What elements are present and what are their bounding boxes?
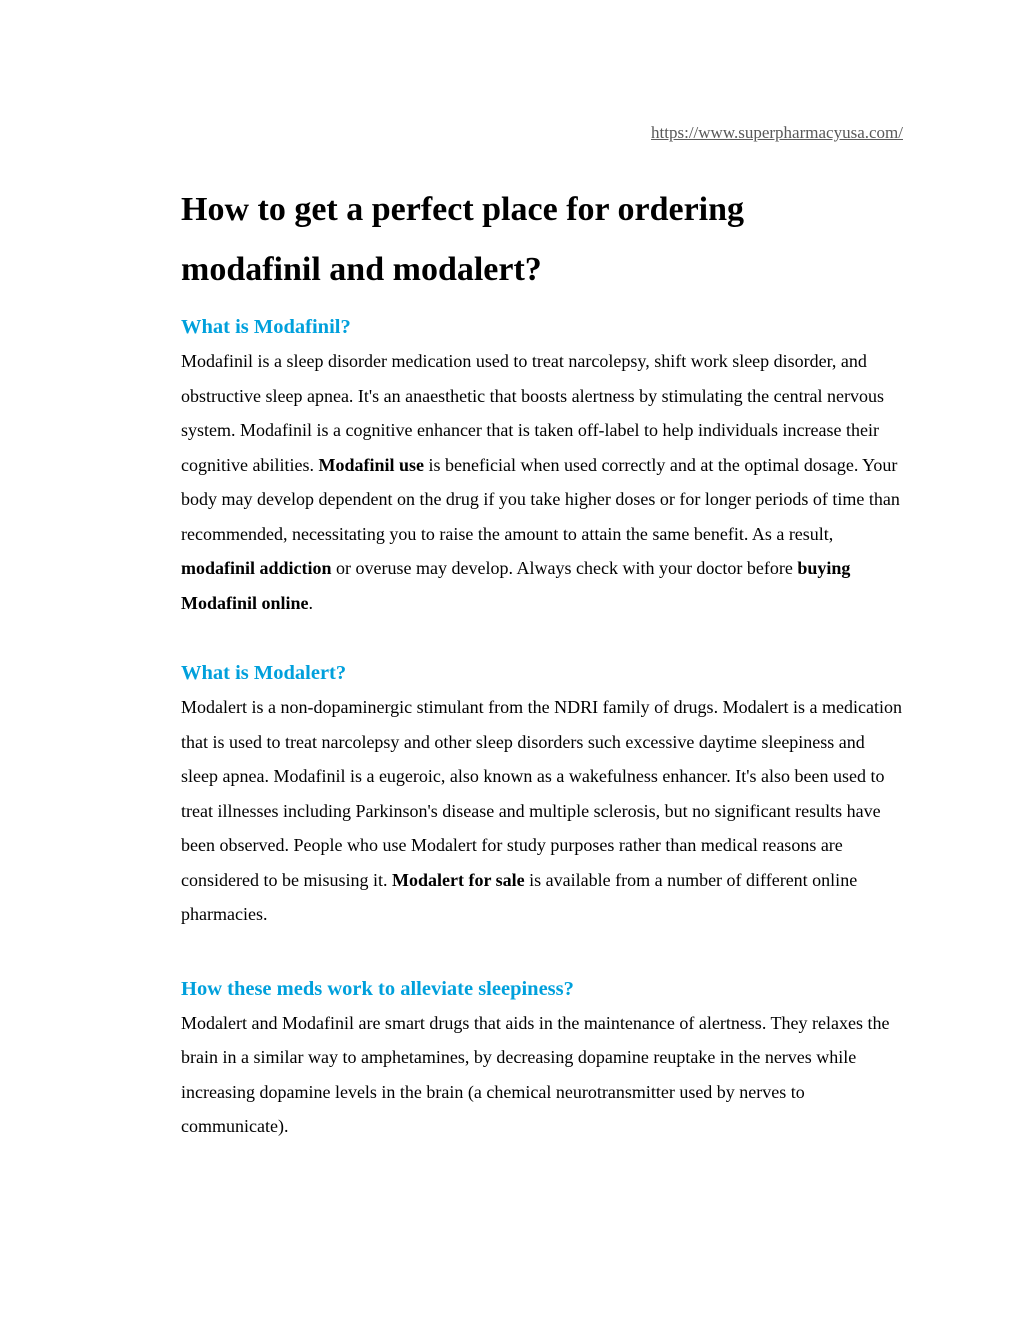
text-segment: Modalert and Modafinil are smart drugs that aids in the maintenance of alertness. They relaxes the brain in a similar way to amphetamines, by decreasing dopamine reuptake in the nerves while increasing dopamine levels in the brain (a chemical neurotransmitter used by nerves to communicate). [181,1012,890,1136]
keyword-modafinil-addiction: modafinil addiction [181,558,332,578]
article-content [181,180,906,1144]
section-heading-modafinil: What is Modafinil? [181,316,351,338]
section-heading-modalert: What is Modalert? [181,662,347,684]
text-segment: is available from a number of different online pharmacies. [181,869,858,924]
paragraph-how-meds-work [181,1006,906,1144]
section-how-meds-work [181,974,906,1144]
page-title-line-1: How to get a perfect place for ordering [181,191,745,228]
paragraph-modafinil [181,344,906,620]
text-segment: Modalert is a non-dopaminergic stimulant from the NDRI family of drugs. Modalert is a medication that is used to treat narcolepsy and other sleep disorders such excessive daytime sleepiness and sleep apnea. Modafinil is a eugeroic, also known as a wakefulness enhancer. It's also been used to treat illnesses including Parkinson's disease and multiple sclerosis, but no significant results have been observed. People who use Modalert for study purposes rather than medical reasons are considered to be misusing it. [181,697,903,890]
text-segment: or overuse may develop. Always check with your doctor before [331,558,798,578]
page-title-line-2: modafinil and modalert? [181,251,542,288]
section-heading-how-meds-work: How these meds work to alleviate sleepiness? [181,977,574,1000]
text-segment: . [308,592,314,613]
text-segment: is beneficial when used correctly and at the optimal dosage. Your body may develop dependent on the drug if you take higher doses or for longer periods of time than recommended, necessitating you to raise the amount to attain the same benefit. As a result, [181,454,900,544]
section-what-is-modafinil [181,312,906,620]
keyword-modalert-for-sale: Modalert for sale [391,869,525,890]
text-segment: Modafinil is a sleep disorder medication used to treat narcolepsy, shift work sleep disorder, and obstructive sleep apnea. It's an anaesthetic that boosts alertness by stimulating the central nervous system. Modafinil is a cognitive enhancer that is taken off-label to help individuals increase their cognitive abilities. [181,351,885,475]
keyword-buying-modafinil-online: buying Modafinil online [181,558,851,613]
page-title [181,180,906,300]
keyword-modafinil-use: Modafinil use [318,454,424,475]
paragraph-modalert [181,690,906,932]
site-url-link[interactable]: https://www.superpharmacyusa.com/ [651,123,903,142]
section-what-is-modalert [181,658,906,932]
